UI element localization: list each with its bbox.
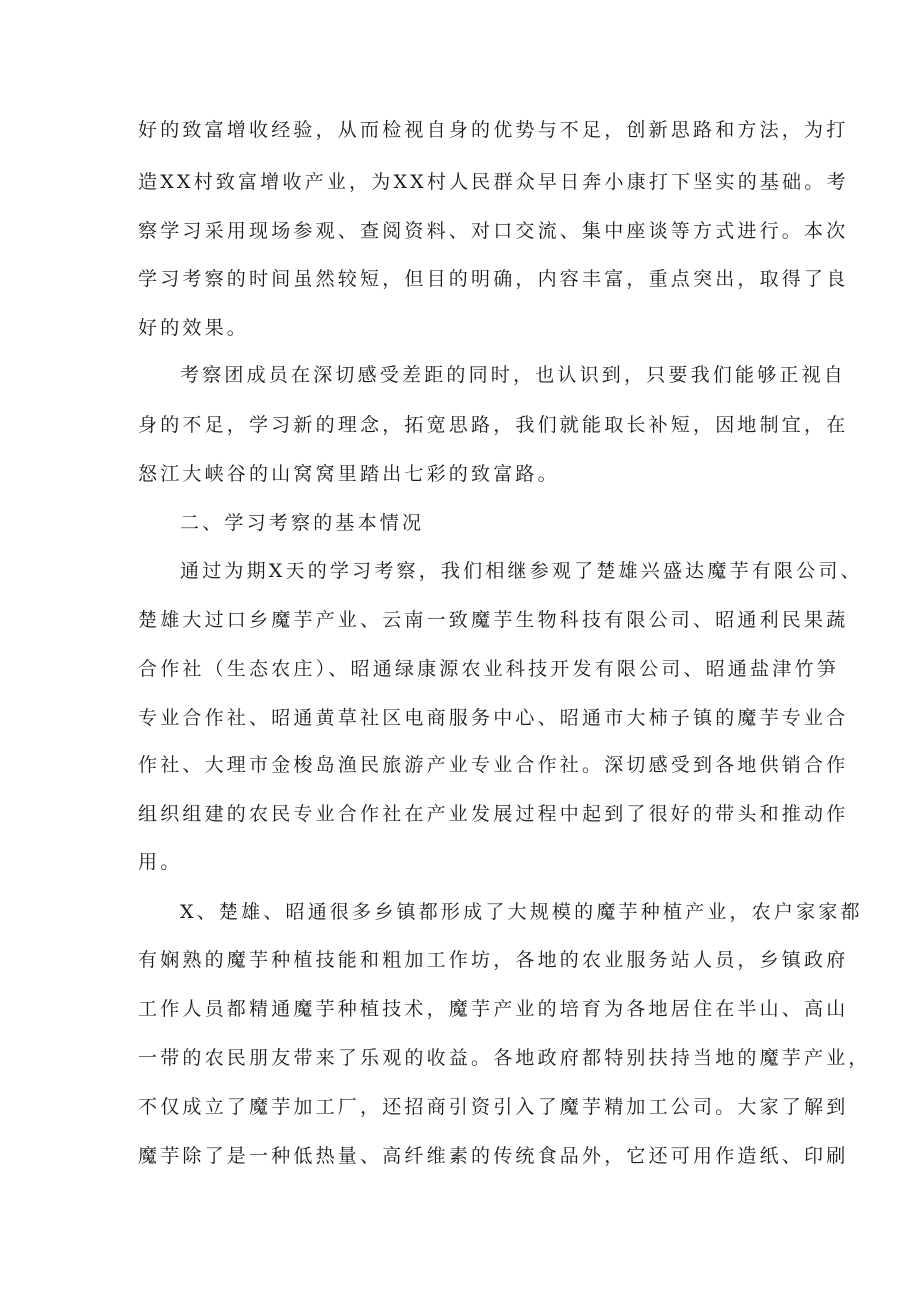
text-line: 通过为期X天的学习考察，我们相继参观了楚雄兴盛达魔芋有限公司、 bbox=[180, 560, 863, 582]
text-line: 考察团成员在深切感受差距的同时，也认识到，只要我们能够正视自 bbox=[180, 364, 847, 386]
text-line: 造XX村致富增收产业，为XX村人民群众早日奔小康打下坚实的基础。考 bbox=[138, 171, 849, 193]
text-line: 察学习采用现场参观、查阅资料、对口交流、集中座谈等方式进行。本次 bbox=[138, 220, 849, 242]
text-line: 组织组建的农民专业合作社在产业发展过程中起到了很好的带头和推动作 bbox=[138, 803, 849, 825]
text-line: 合作社（生态农庄）、昭通绿康源农业科技开发有限公司、昭通盐津竹笋 bbox=[138, 658, 839, 680]
text-line: 专业合作社、昭通黄草社区电商服务中心、昭通市大柿子镇的魔芋专业合 bbox=[138, 707, 849, 729]
text-line: 工作人员都精通魔芋种植技术，魔芋产业的培育为各地居住在半山、高山 bbox=[138, 998, 849, 1020]
text-line: 好的致富增收经验，从而检视自身的优势与不足，创新思路和方法，为打 bbox=[138, 119, 849, 141]
text-line: 有娴熟的魔芋种植技能和粗加工作坊，各地的农业服务站人员，乡镇政府 bbox=[138, 949, 849, 971]
text-line: 学习考察的时间虽然较短，但目的明确，内容丰富，重点突出，取得了良 bbox=[138, 268, 849, 290]
section-heading: 二、学习考察的基本情况 bbox=[180, 512, 425, 534]
text-line: 一带的农民朋友带来了乐观的收益。各地政府都特别扶持当地的魔芋产业， bbox=[138, 1047, 871, 1069]
text-line: 不仅成立了魔芋加工厂，还招商引资引入了魔芋精加工公司。大家了解到 bbox=[138, 1096, 849, 1118]
text-line: 怒江大峡谷的山窝窝里踏出七彩的致富路。 bbox=[138, 463, 560, 485]
text-line: 用。 bbox=[138, 851, 183, 873]
text-line: 魔芋除了是一种低热量、高纤维素的传统食品外，它还可用作造纸、印刷 bbox=[138, 1145, 849, 1167]
text-line: 好的效果。 bbox=[138, 317, 250, 339]
text-line: 作社、大理市金梭岛渔民旅游产业专业合作社。深切感受到各地供销合作 bbox=[138, 754, 849, 776]
text-line: 楚雄大过口乡魔芋产业、云南一致魔芋生物科技有限公司、昭通利民果蔬 bbox=[138, 609, 849, 631]
text-line: 身的不足，学习新的理念，拓宽思路，我们就能取长补短，因地制宜，在 bbox=[138, 414, 849, 436]
text-line: X、楚雄、昭通很多乡镇都形成了大规模的魔芋种植产业，农户家家都 bbox=[180, 901, 863, 923]
